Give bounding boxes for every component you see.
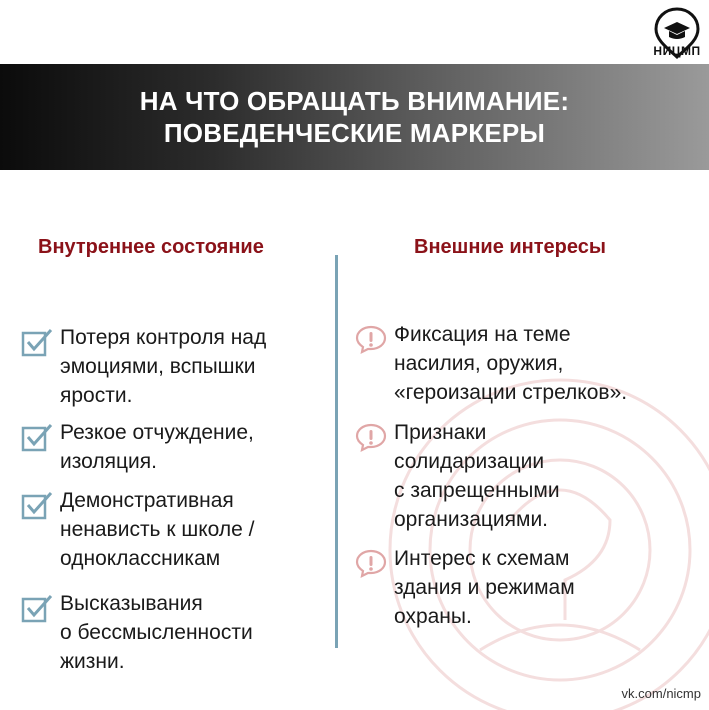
warning-exclamation-icon xyxy=(354,324,388,354)
warning-exclamation-icon xyxy=(354,422,388,452)
right-item-text: Признаки солидаризации с запрещенными организациями. xyxy=(394,421,560,531)
left-item-3 xyxy=(20,486,254,573)
left-item-1 xyxy=(20,323,266,410)
checkbox-check-icon xyxy=(20,422,54,452)
checkbox-check-icon xyxy=(20,490,54,520)
right-item-2 xyxy=(354,418,560,534)
left-item-text: Демонстративная ненависть к школе / одноклассникам xyxy=(60,489,255,570)
checkbox-check-icon xyxy=(20,327,54,357)
title-banner xyxy=(0,64,709,170)
right-item-3 xyxy=(354,544,575,631)
footer-url: vk.com/nicmp xyxy=(621,686,701,701)
right-column-heading: Внешние интересы xyxy=(414,236,606,258)
warning-exclamation-icon xyxy=(354,548,388,578)
right-item-text: Фиксация на теме насилия, оружия, «героизации стрелков». xyxy=(394,323,628,404)
left-item-2 xyxy=(20,418,254,476)
left-item-4 xyxy=(20,589,253,676)
column-divider xyxy=(335,255,338,648)
left-item-text: Потеря контроля над эмоциями, вспышки ярости. xyxy=(60,326,267,407)
title-line-1: НА ЧТО ОБРАЩАТЬ ВНИМАНИЕ: xyxy=(139,86,570,116)
left-item-text: Высказывания о бессмысленности жизни. xyxy=(60,592,253,673)
logo-text: НИЦМП xyxy=(653,44,701,58)
right-item-text: Интерес к схемам здания и режимам охраны. xyxy=(394,547,575,628)
right-item-1 xyxy=(354,320,627,407)
left-item-text: Резкое отчуждение, изоляция. xyxy=(60,421,254,473)
left-column-heading: Внутреннее состояние xyxy=(38,236,264,258)
checkbox-check-icon xyxy=(20,593,54,623)
title-line-2: ПОВЕДЕНЧЕСКИЕ МАРКЕРЫ xyxy=(163,118,546,148)
